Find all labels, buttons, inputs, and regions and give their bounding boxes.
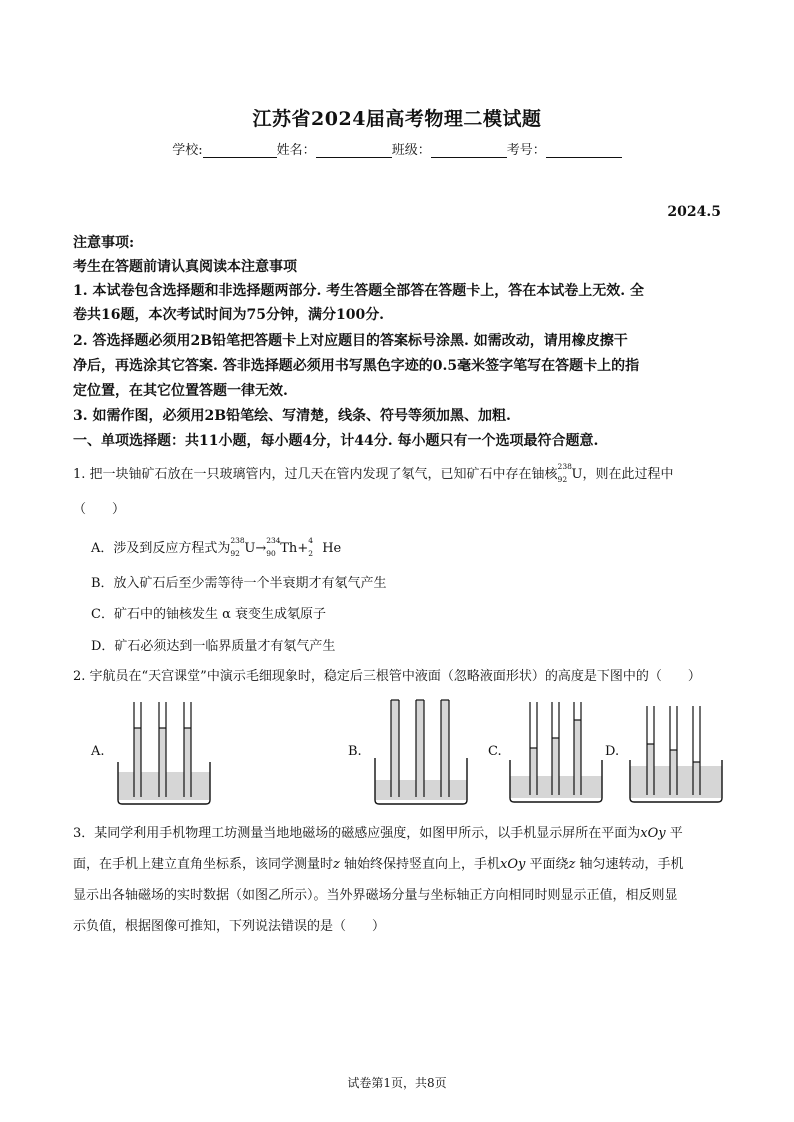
q3-line-2-text: 面，在手机上建立直角坐标系，该同学测量时 — [73, 857, 334, 872]
notice-intro: 考生在答题前请认真阅读本注意事项 — [73, 259, 297, 275]
q1-option-d: D．矿石必须达到一临界质量才有氡气产生 — [91, 639, 336, 654]
school-blank — [203, 144, 277, 158]
exam-date: 2024.5 — [667, 204, 721, 220]
name-label: 姓名： — [276, 143, 316, 158]
q3-line-2 — [73, 853, 684, 872]
q1-stem-line1 — [73, 463, 674, 482]
eq-helium — [308, 536, 342, 558]
name-blank — [316, 144, 392, 158]
q1-nuclide-symbol: U — [571, 467, 583, 482]
q3-z-axis: z — [333, 857, 340, 872]
q2-diagram-c — [508, 700, 604, 804]
q3-line-1 — [73, 822, 683, 841]
notice-item-2a: 2. 答选择题必须用2B铅笔把答题卡上对应题目的答案标号涂黑. 如需改动，请用橡皮擦干 — [73, 333, 628, 349]
q3-line-1-text: 3．某同学利用手机物理工坊测量当地地磁场的磁感应强度，如图甲所示，以手机显示屏所在平面为 — [73, 826, 641, 841]
q2-stem: 2. 宇航员在“天宫课堂”中演示毛细现象时，稳定后三根管中液面（忽略液面形状）的高度是下图中的（ ） — [73, 669, 701, 684]
eq-th-symbol: Th — [280, 541, 298, 556]
eq-u-charge: 92 — [230, 549, 240, 558]
q3-line-4: 示负值，根据图像可推知，下列说法错误的是（ ） — [73, 919, 386, 934]
q3-line-1-tail: 平 — [665, 826, 683, 841]
q1-nuclide-mass: 238 — [557, 462, 572, 471]
q2-diagram-a — [116, 700, 212, 806]
q3-line-2-tail: 轴匀速转动，手机 — [575, 857, 684, 872]
eq-th-charge: 90 — [266, 549, 276, 558]
eq-he-charge: 2 — [308, 549, 313, 558]
q1-option-a-text: A．涉及到反应方程式为 — [91, 541, 231, 556]
q1-nuclide-charge: 92 — [557, 475, 568, 484]
q2-diagram-d — [628, 704, 724, 804]
q3-xoy: xOy — [640, 826, 666, 841]
eq-th-mass: 234 — [266, 536, 281, 545]
q1-stem-text: 1. 把一块铀矿石放在一只玻璃管内，过几天在管内发现了氡气，已知矿石中存在铀核 — [73, 467, 558, 482]
eq-thorium — [266, 536, 298, 558]
q3-line-2-mid2: 平面绕 — [525, 857, 569, 872]
q1-answer-bracket: （ ） — [73, 502, 126, 517]
number-label: 考号： — [506, 143, 546, 158]
section-1-heading: 一、单项选择题：共11小题，每小题4分，计44分. 每小题只有一个选项最符合题意. — [73, 433, 599, 449]
notice-heading: 注意事项: — [73, 235, 135, 251]
q3-line-3: 显示出各轴磁场的实时数据（如图乙所示）。当外界磁场分量与坐标轴正方向相同时则显示正值，相反则显 — [73, 888, 678, 903]
q1-stem-tail: ，则在此过程中 — [582, 467, 674, 482]
eq-he-mass: 4 — [308, 536, 313, 545]
page-footer: 试卷第1页，共8页 — [347, 1076, 447, 1090]
notice-item-2c: 定位置，在其它位置答题一律无效. — [73, 383, 288, 399]
notice-item-1a: 1. 本试卷包含选择题和非选择题两部分. 考生答题全部答在答题卡上，答在本试卷上无效. 全 — [73, 283, 644, 299]
q2-label-a: A. — [91, 744, 105, 759]
q2-diagram-b — [373, 696, 469, 806]
page-title: 江苏省2024届高考物理二模试题 — [252, 108, 542, 130]
student-info-line — [0, 139, 794, 158]
eq-he-symbol: He — [322, 541, 342, 556]
eq-uranium — [230, 536, 256, 558]
eq-u-symbol: U — [244, 541, 256, 556]
q1-option-c: C．矿石中的铀核发生 α 衰变生成氡原子 — [91, 607, 326, 622]
q3-line-2-mid: 轴始终保持竖直向上，手机 — [339, 857, 501, 872]
class-blank — [431, 144, 507, 158]
q1-nuclide — [557, 462, 583, 484]
notice-item-3: 3. 如需作图，必须用2B铅笔绘、写清楚，线条、符号等须加黑、加粗. — [73, 408, 511, 424]
eq-plus: + — [297, 541, 309, 556]
q3-z-axis-2: z — [568, 857, 576, 872]
q1-option-a — [91, 537, 341, 556]
q1-option-b: B．放入矿石后至少需等待一个半衰期才有氡气产生 — [91, 576, 387, 591]
q3-xoy-plane: xOy — [500, 857, 526, 872]
class-label: 班级： — [391, 143, 431, 158]
number-blank — [546, 144, 622, 158]
school-label: 学校: — [172, 143, 203, 158]
notice-item-1b: 卷共16题，本次考试时间为75分钟，满分100分. — [73, 307, 385, 323]
eq-arrow: → — [255, 541, 267, 556]
notice-item-2b: 净后，再选涂其它答案. 答非选择题必须用书写黑色字迹的0.5毫米签字笔写在答题卡上的指 — [73, 358, 640, 374]
eq-u-mass: 238 — [230, 536, 245, 545]
q2-label-b: B. — [348, 744, 362, 759]
q2-label-d: D. — [605, 744, 620, 759]
q2-label-c: C. — [488, 744, 502, 759]
